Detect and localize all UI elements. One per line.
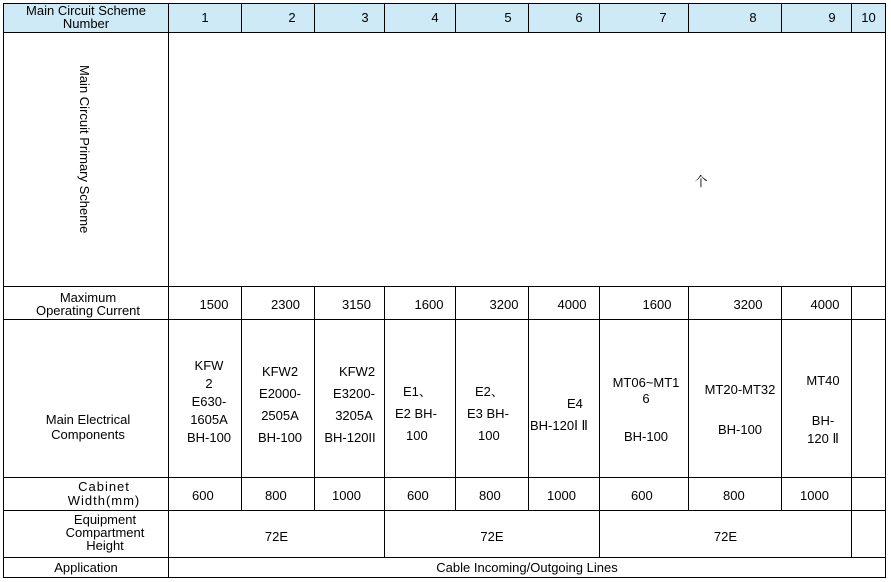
current-value: 2300 — [271, 297, 300, 312]
component-cell-2 — [247, 361, 313, 449]
component-cell-1 — [179, 356, 239, 448]
current-value: 3150 — [342, 297, 371, 312]
component-line: E2000- — [259, 386, 301, 401]
component-line: BH-100 — [257, 430, 303, 445]
component-line: KFW2 — [338, 364, 376, 379]
component-line: 100 — [406, 428, 428, 443]
column-number: 10 — [861, 10, 876, 25]
grid-line — [3, 557, 886, 558]
current-value: 1500 — [199, 297, 229, 312]
component-line: E3200- — [333, 386, 375, 401]
width-value: 1000 — [332, 488, 361, 503]
grid-line — [688, 286, 689, 511]
width-value: 600 — [407, 488, 429, 503]
column-number: 5 — [504, 10, 512, 25]
grid-line — [885, 3, 886, 578]
component-line: E630- — [191, 394, 227, 409]
current-value: 1600 — [642, 297, 672, 312]
components-label: Main Electrical Components — [45, 412, 131, 442]
component-line — [800, 389, 846, 405]
grid-line — [3, 3, 4, 578]
current-label: Maximum Operating Current — [35, 290, 141, 318]
component-line: 2 — [205, 376, 213, 391]
compartment-value: 72E — [264, 529, 289, 544]
component-line: BH-120II — [324, 430, 376, 445]
component-line — [697, 398, 783, 414]
component-line: BH- — [811, 413, 835, 428]
component-cell-5 — [467, 381, 527, 447]
width-label: Cabinet Width(mm) — [67, 479, 141, 508]
width-value: 800 — [723, 488, 745, 503]
grid-line — [3, 477, 886, 478]
compartment-value: 72E — [480, 529, 504, 544]
grid-line — [3, 32, 886, 33]
component-line: E2、 — [475, 384, 504, 399]
component-cell-4 — [395, 381, 455, 447]
grid-line — [384, 286, 385, 558]
scheme-table — [3, 3, 886, 578]
width-value: 1000 — [800, 488, 829, 503]
compartment-label: Equipment Compartment Height — [65, 512, 145, 553]
component-line: MT40 — [806, 373, 840, 388]
width-value: 600 — [631, 488, 653, 503]
component-line: 3205A — [335, 408, 373, 423]
grid-line — [241, 286, 242, 511]
application-value: Cable Incoming/Outgoing Lines — [436, 560, 618, 575]
component-line: BH-100 — [623, 429, 669, 444]
primary-scheme-label: Main Circuit Primary Scheme — [77, 65, 92, 234]
grid-line — [3, 286, 886, 287]
scheme-number-label: Main Circuit Scheme Number — [26, 3, 146, 31]
grid-line — [851, 286, 852, 558]
width-value: 1000 — [547, 488, 576, 503]
column-number: 7 — [659, 10, 667, 25]
component-line: 120 Ⅱ — [807, 431, 839, 446]
column-number: 4 — [431, 10, 439, 25]
grid-line — [314, 286, 315, 511]
component-line: 100 — [478, 428, 500, 443]
grid-line — [3, 319, 886, 320]
grid-line — [455, 286, 456, 511]
component-line: 1605A — [190, 412, 228, 427]
column-number: 1 — [201, 10, 209, 25]
current-value: 4000 — [557, 297, 587, 312]
column-number: 8 — [749, 10, 757, 25]
column-number: 2 — [288, 10, 296, 25]
component-cell-8 — [697, 382, 783, 438]
component-cell-9 — [800, 373, 846, 447]
application-label: Application — [54, 560, 118, 575]
current-value: 3200 — [489, 297, 519, 312]
current-value: 4000 — [810, 297, 840, 312]
component-line: BH-100 — [186, 430, 232, 445]
column-number: 9 — [828, 10, 836, 25]
grid-line — [3, 510, 886, 511]
width-value: 600 — [192, 488, 214, 503]
primary-scheme-glyph: 个 — [694, 174, 708, 189]
compartment-value: 72E — [713, 529, 738, 544]
component-line: E4 — [567, 396, 583, 411]
component-line: 2505A — [261, 408, 299, 423]
component-line: 6 — [642, 391, 650, 406]
width-value: 800 — [265, 488, 287, 503]
current-value: 1600 — [414, 297, 444, 312]
width-value: 800 — [479, 488, 501, 503]
component-line: KFW2 — [261, 364, 299, 379]
component-line: E3 BH- — [467, 406, 509, 421]
component-cell-6 — [530, 393, 598, 437]
component-line: MT06~MT1 — [612, 375, 680, 390]
component-line: E2 BH- — [395, 406, 437, 421]
component-cell-3 — [317, 361, 383, 449]
grid-line — [3, 577, 886, 578]
component-line: KFW — [194, 358, 224, 373]
grid-line — [528, 286, 529, 511]
current-value: 3200 — [733, 297, 763, 312]
component-line: MT20-MT32 — [704, 382, 776, 397]
column-number: 3 — [361, 10, 369, 25]
column-number: 6 — [575, 10, 583, 25]
grid-line — [599, 286, 600, 558]
component-line: BH-100 — [717, 422, 763, 437]
component-line: BH-120Ⅰ Ⅱ — [530, 418, 588, 433]
component-cell-7 — [606, 375, 686, 445]
grid-line — [168, 3, 169, 578]
component-line: E1、 — [403, 384, 432, 399]
component-line — [606, 407, 686, 423]
